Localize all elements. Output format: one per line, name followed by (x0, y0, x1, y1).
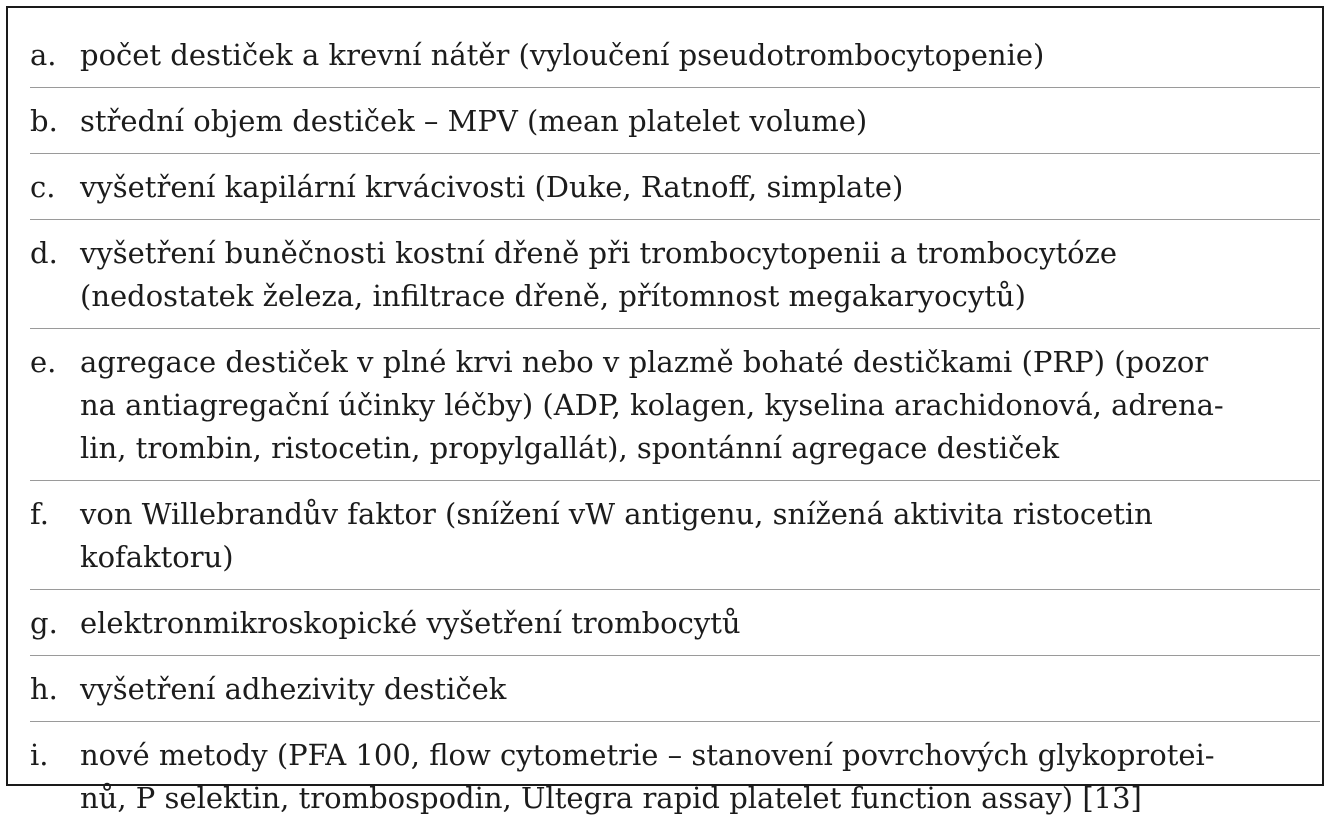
item-line: nové metody (PFA 100, flow cytometrie – stanovení povrchových glykoprotei- (80, 738, 1215, 772)
item-text (80, 493, 1320, 579)
item-line: agregace destiček v plné krvi nebo v plazmě bohaté destičkami (PRP) (pozor (80, 345, 1209, 379)
item-text (80, 341, 1320, 470)
item-line: von Willebrandův faktor (snížení vW antigenu, snížená aktivita ristocetin (80, 497, 1153, 531)
list-item (30, 94, 1320, 154)
item-letter: d. (30, 236, 58, 270)
item-letter: i. (30, 738, 49, 772)
item-line: vyšetření buněčnosti kostní dřeně při trombocytopenii a trombocytóze (80, 236, 1118, 270)
item-line: vyšetření adhezivity destiček (80, 672, 507, 706)
item-letter: h. (30, 672, 58, 706)
method-list (30, 28, 1320, 836)
list-item (30, 335, 1320, 481)
item-line: (nedostatek železa, infiltrace dřeně, přítomnost megakaryocytů) (80, 279, 1026, 313)
item-text (80, 100, 1320, 143)
item-line: lin, trombin, ristocetin, propylgallát), spontánní agregace destiček (80, 431, 1060, 465)
item-line: vyšetření kapilární krvácivosti (Duke, Ratnoff, simplate) (80, 170, 904, 204)
item-letter: c. (30, 170, 56, 204)
list-item (30, 28, 1320, 88)
item-text (80, 166, 1320, 209)
item-letter: b. (30, 104, 58, 138)
list-item (30, 728, 1320, 830)
item-text (80, 34, 1320, 77)
item-letter: a. (30, 38, 57, 72)
list-item (30, 487, 1320, 590)
item-letter: g. (30, 606, 58, 640)
item-line: nů, P selektin, trombospodin, Ultegra rapid platelet function assay) [13] (80, 781, 1142, 815)
item-line: počet destiček a krevní nátěr (vyloučení pseudotrombocytopenie) (80, 38, 1045, 72)
item-line: na antiagregační účinky léčby) (ADP, kolagen, kyselina arachidonová, adrena- (80, 388, 1224, 422)
item-line: střední objem destiček – MPV (mean platelet volume) (80, 104, 868, 138)
item-text (80, 668, 1320, 711)
item-text (80, 602, 1320, 645)
list-item (30, 662, 1320, 722)
table-frame (6, 6, 1324, 815)
item-text (80, 734, 1320, 820)
list-item (30, 160, 1320, 220)
list-item (30, 596, 1320, 656)
item-text (80, 232, 1320, 318)
list-item (30, 226, 1320, 329)
item-letter: f. (30, 497, 49, 531)
item-letter: e. (30, 345, 57, 379)
item-line: kofaktoru) (80, 540, 234, 574)
item-line: elektronmikroskopické vyšetření trombocytů (80, 606, 741, 640)
